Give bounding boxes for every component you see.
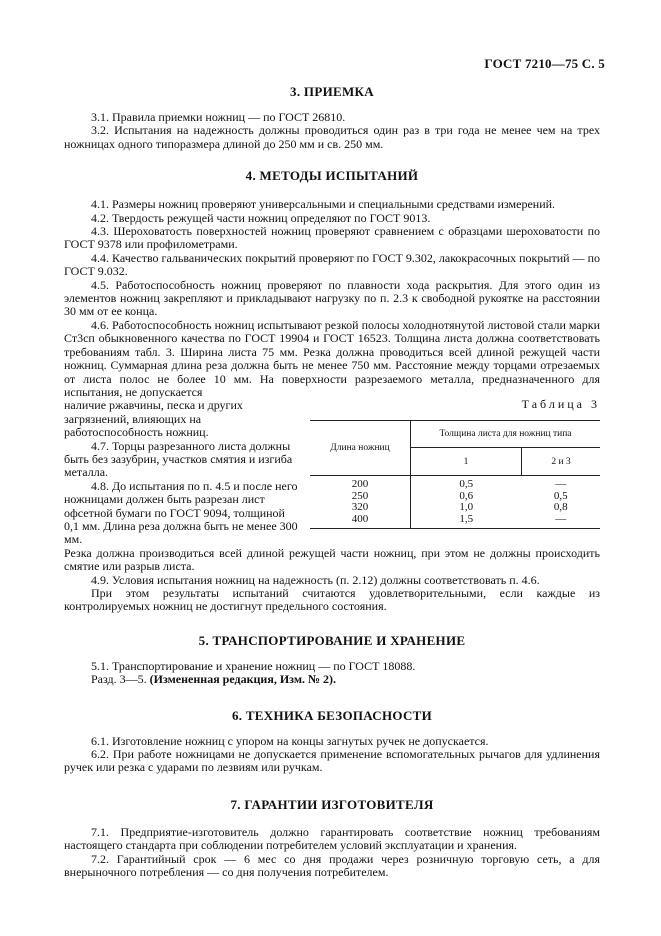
para-3-2: 3.2. Испытания на надежность должны проводиться один раз в три года не менее чем на трех ножницах одного типоразмера длиной до 250 мм и св. 250 мм. <box>64 123 600 151</box>
para-4-9-result: При этом результаты испытаний считаются удовлетворительными, если каждые из контролируемых ножниц не достигнут предельного состояния. <box>64 586 600 614</box>
table-cell-length: 200 <box>310 476 411 491</box>
table-header-length: Длина ножниц <box>310 421 411 476</box>
para-4-2: 4.2. Твердость режущей части ножниц определяют по ГОСТ 9013. <box>91 210 431 225</box>
table-cell-length: 250 <box>310 491 411 503</box>
para-7-2: 7.2. Гарантийный срок — 6 мес со дня продажи через розничную торговую сеть, а для внерыночного потребления — со дня получения потребителем. <box>64 851 600 880</box>
para-4-7: 4.7. Торцы разрезанного листа должны быть без зазубрин, участков смятия и изгиба металла. <box>64 438 293 480</box>
table-cell-type-2-3: — <box>555 478 567 491</box>
section-5-title: 5. ТРАНСПОРТИРОВАНИЕ И ХРАНЕНИЕ <box>198 632 466 648</box>
table-cell-type-2-3: — <box>522 514 601 529</box>
para-6-1: 6.1. Изготовление ножниц с упором на концы загнутых ручек не допускается. <box>91 733 489 748</box>
table-cell-type-2-3: 0,8 <box>553 501 568 514</box>
section-4-title: 4. МЕТОДЫ ИСПЫТАНИЙ <box>245 168 419 184</box>
para-5-1: 5.1. Транспортирование и хранение ножниц — по ГОСТ 18088. <box>91 658 416 673</box>
narrow-text-column <box>64 399 302 546</box>
table-cell-length: 320 <box>310 502 411 514</box>
para-4-8-cont: Резка должна производиться всей длиной режущей части ножниц, при этом не должны происходить смятие или разрыв листа. <box>64 545 600 574</box>
para-4-9: 4.9. Условия испытания ножниц на надежность (п. 2.12) должны соответствовать п. 4.6. <box>91 572 540 587</box>
para-4-5: 4.5. Работоспособность ножниц проверяют по плавности хода раскрытия. Для этого один из элементов ножниц закрепляют и прикладывают нагрузку по п. 2.3 к свободной рукоятке на расстоянии 30 мм от ее конца. <box>64 277 600 319</box>
table-header-thickness: Толщина листа для ножниц типа <box>411 421 601 448</box>
para-6-2: 6.2. При работе ножницами не допускается применение вспомогательных рычагов для удлинения ручек или резка с ударами по лезвиям или ручкам. <box>64 747 600 775</box>
table-header-type-2-3: 2 и 3 <box>522 448 601 476</box>
table-cell-type-1: 1,0 <box>459 501 474 514</box>
section-6-title: 6. ТЕХНИКА БЕЗОПАСНОСТИ <box>231 707 433 723</box>
para-7-1: 7.1. Предприятие-изготовитель должно гарантировать соответствие ножниц требованиям настоящего стандарта при соблюдении потребителем условий эксплуатации и хранения. <box>64 824 600 853</box>
table-cell-type-1: 0,5 <box>459 478 474 491</box>
para-4-6: 4.6. Работоспособность ножниц испытывают резкой полосы холоднотянутой листовой стали марки Ст3сп обыкновенного качества по ГОСТ 19904 и ГОСТ 16523. Толщина листа должна соответствовать требованиям табл. 3. Ширина листа 75 мм. Резка должна проводиться всей длиной режущей части ножниц. Суммарная длина реза должна быть не менее 750 мм. Расстояние между торцами отрезаемых от листа полос не более 10 мм. На поверхности разрезаемого металла, предназначенного для испытания, не допускается <box>64 317 600 399</box>
para-4-3: 4.3. Шероховатость поверхностей ножниц проверяют сравнением с образцами шероховатости по ГОСТ 9378 или профилометрами. <box>64 224 600 252</box>
page-header: ГОСТ 7210—75 С. 5 <box>484 56 605 71</box>
para-4-4: 4.4. Качество гальванических покрытий проверяют по ГОСТ 9.302, лакокрасочных покрытий — по ГОСТ 9.032. <box>64 250 600 279</box>
para-4-1: 4.1. Размеры ножниц проверяют универсальными и специальными средствами измерений. <box>91 197 556 212</box>
table-3-block <box>310 399 600 529</box>
amendment-note: (Измененная редакция, Изм. № 2). <box>149 672 337 687</box>
document-body <box>64 84 600 879</box>
table-cell-type-1: 0,6 <box>459 489 474 502</box>
para-5-note-prefix: Разд. 3—5. <box>91 672 150 687</box>
section-7-title: 7. ГАРАНТИИ ИЗГОТОВИТЕЛЯ <box>230 796 434 812</box>
table-3 <box>310 420 600 529</box>
table-header-type-1: 1 <box>411 448 522 476</box>
table-row <box>310 476 600 491</box>
table-cell-type-1: 1,5 <box>411 514 522 529</box>
para-4-6-cont: наличие ржавчины, песка и других загрязнений, влияющих на работоспособность ножниц. <box>64 399 243 440</box>
table-cell-type-2-3: 0,5 <box>553 489 568 502</box>
table-cell-length: 400 <box>310 514 411 529</box>
para-5-note <box>64 673 600 686</box>
text-with-table <box>64 399 600 546</box>
table-row <box>310 514 600 529</box>
section-3-title: 3. ПРИЕМКА <box>290 84 374 99</box>
para-3-1: 3.1. Правила приемки ножниц — по ГОСТ 26810. <box>91 110 346 124</box>
para-4-8: 4.8. До испытания по п. 4.5 и после него ножницами должен быть разрезан лист офсетной бумаги по ГОСТ 9094, толщиной 0,1 мм. Длина реза должна быть не менее 300 мм. <box>64 478 298 547</box>
table-3-caption: Таблица 3 <box>521 399 600 412</box>
